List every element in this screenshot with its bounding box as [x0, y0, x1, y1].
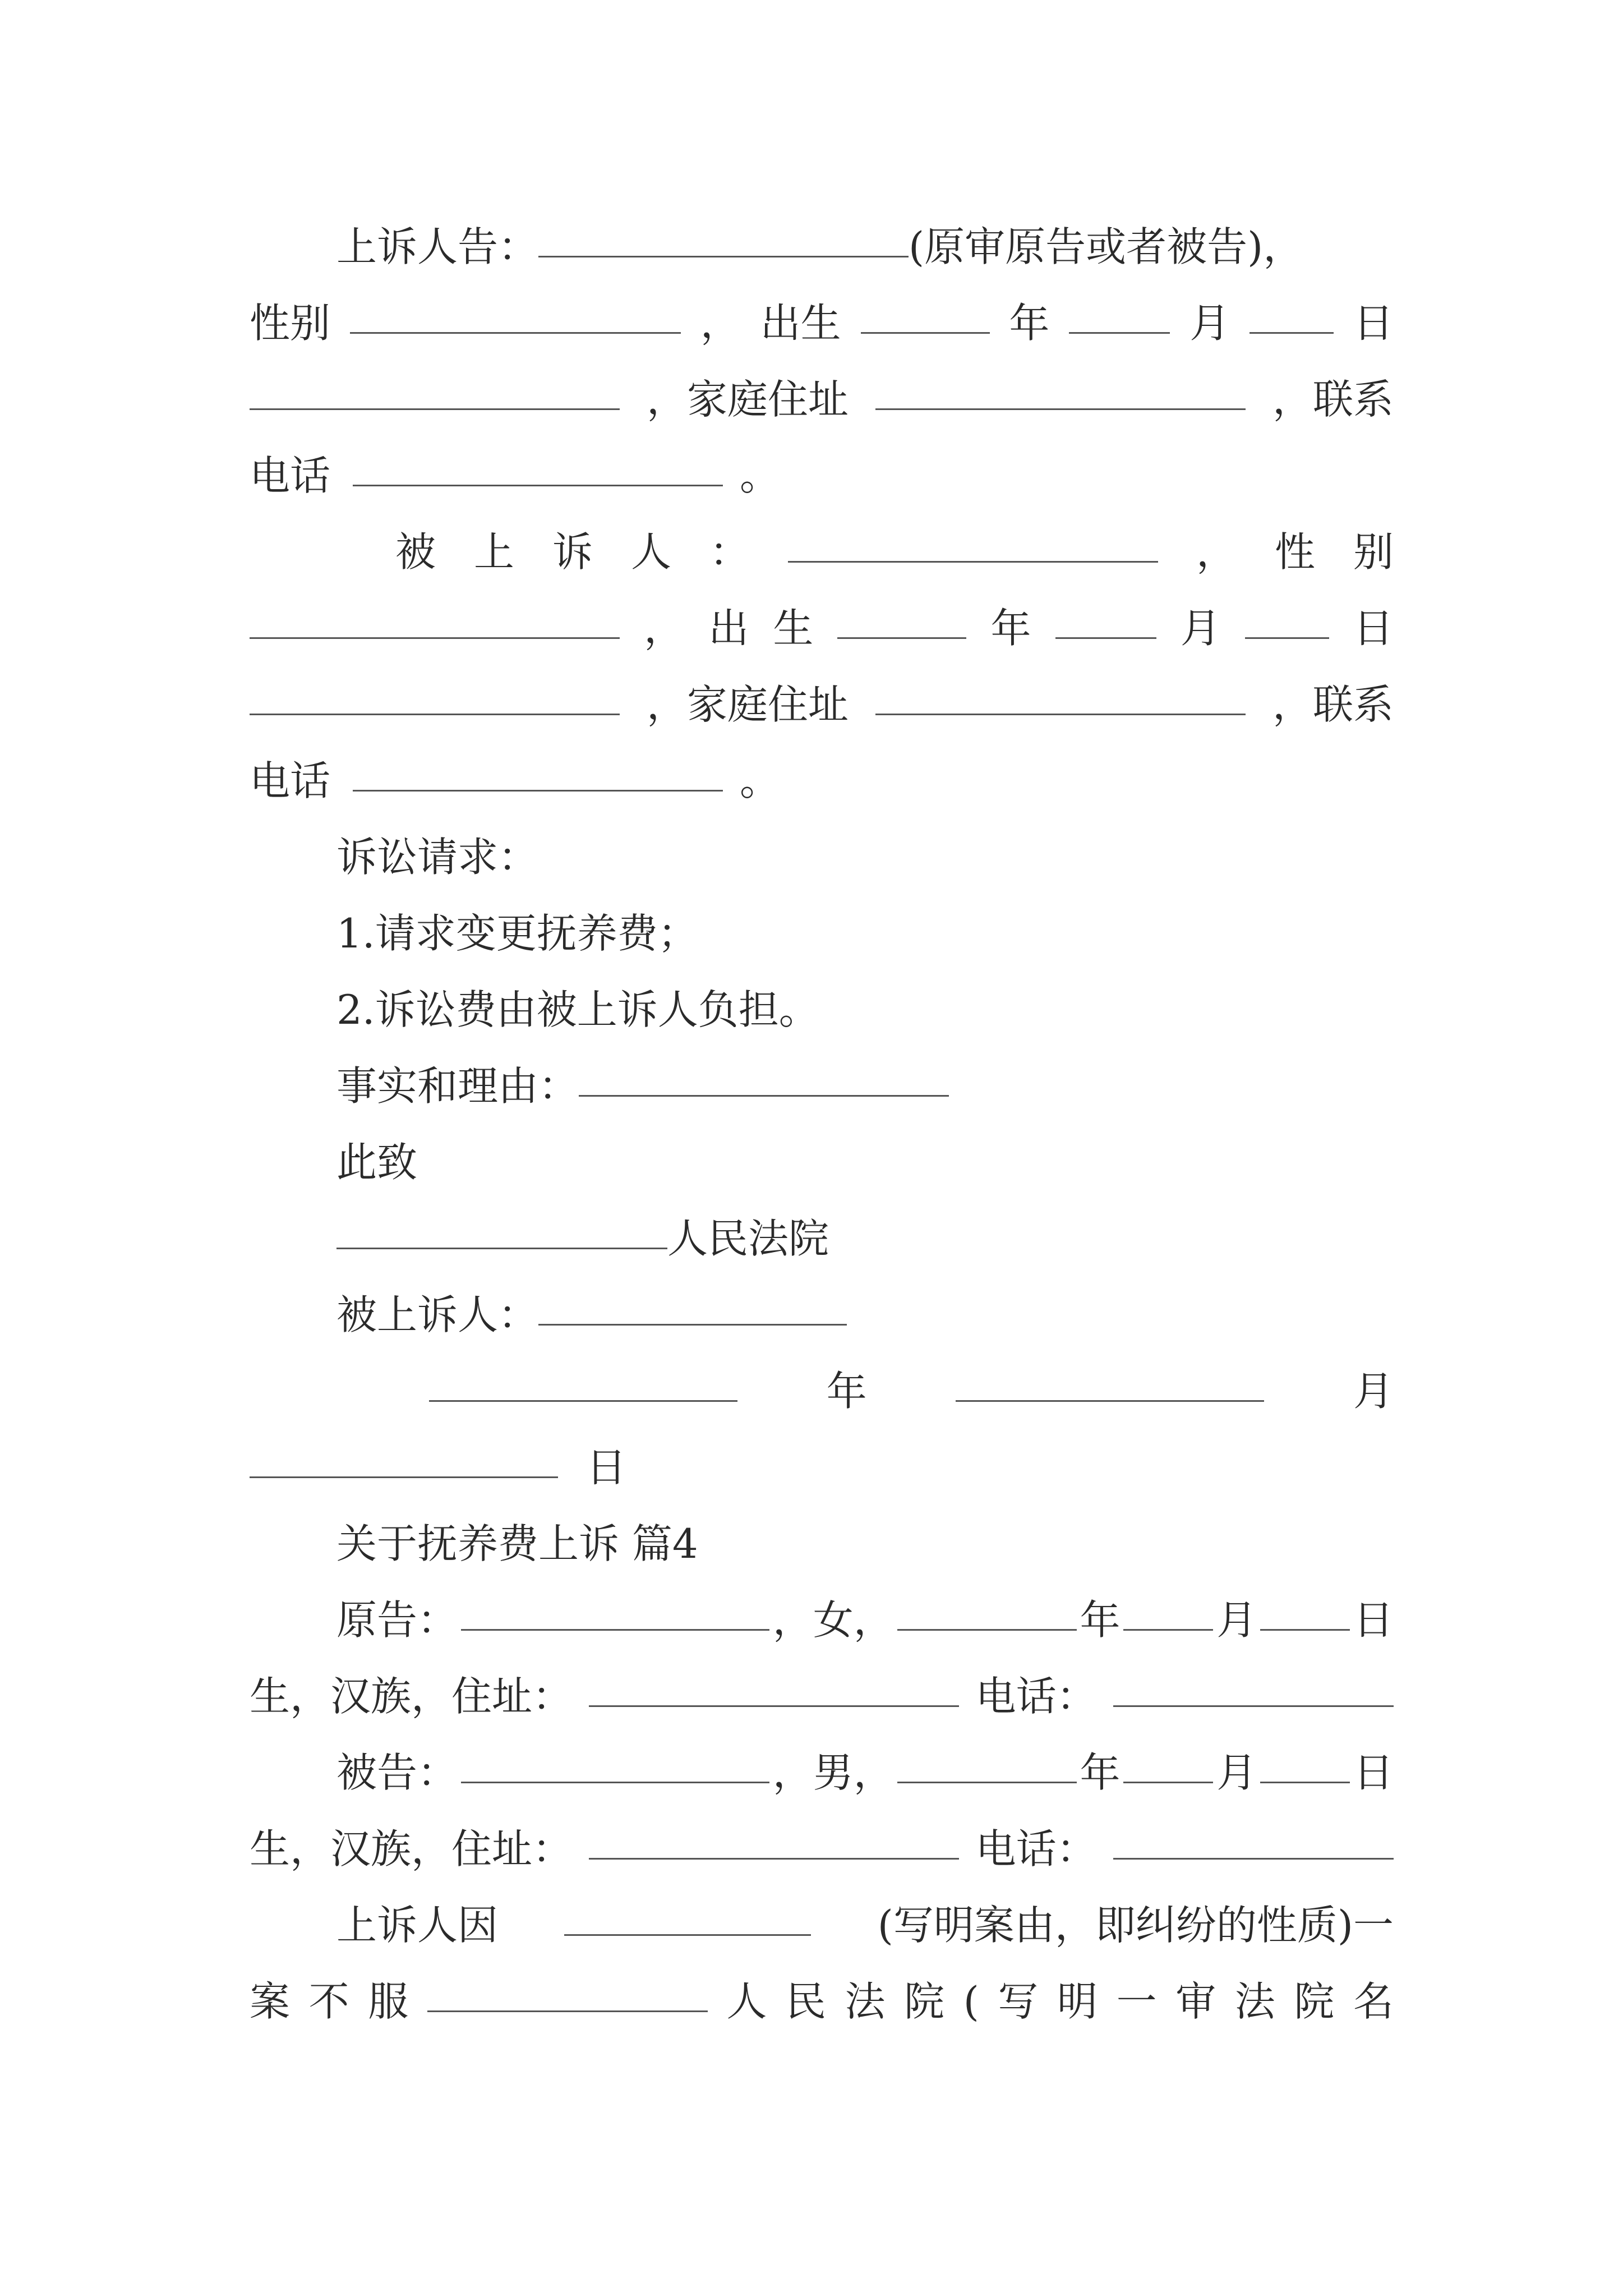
defendant-phone-blank[interactable]: [1113, 1818, 1394, 1860]
first-instance-court-blank[interactable]: [427, 1970, 708, 2012]
year-label: 年: [1080, 1596, 1121, 1644]
claims-heading: 诉讼请求：: [336, 834, 539, 881]
contact-label: ，联系: [1272, 376, 1394, 423]
phone-label: 电话：: [975, 1825, 1097, 1872]
defendant-line-1: [250, 1734, 1394, 1811]
defendant-address-label: 生，汉族，住址：: [250, 1825, 573, 1872]
appeal-reason-prefix: 上诉人因: [336, 1902, 499, 1949]
plaintiff-phone-blank[interactable]: [1113, 1665, 1394, 1707]
period: 。: [740, 757, 781, 804]
reason-char: 院: [1294, 1978, 1335, 2025]
birth-day-blank[interactable]: [1249, 292, 1334, 334]
year-label: 年: [1009, 300, 1050, 347]
reason-char: (: [963, 1978, 979, 2025]
reason-char: 名: [1353, 1978, 1394, 2025]
reason-char: 院: [904, 1978, 945, 2025]
reason-char: 服: [368, 1978, 409, 2025]
address-label: ，家庭住址: [646, 681, 849, 728]
month-label: 月: [1216, 1596, 1257, 1644]
reason-char: 法: [845, 1978, 886, 2025]
phone-label: 电话：: [975, 1673, 1097, 1720]
appellee-line-4: [250, 743, 1394, 819]
year-label: 年: [1080, 1749, 1121, 1796]
birth-label: 出生: [760, 300, 841, 347]
comma: ，: [700, 300, 741, 347]
day-label: 日: [586, 1444, 627, 1491]
court-name-blank[interactable]: [336, 1207, 667, 1249]
comma: ，: [644, 605, 685, 652]
appeal-reason-line-1: [250, 1887, 1394, 1963]
appellee-address-blank[interactable]: [875, 673, 1246, 715]
appellee-char: 诉: [552, 528, 593, 576]
phone-label: 电话: [250, 757, 331, 804]
day-label: 日: [1353, 300, 1394, 347]
date-month-blank[interactable]: [956, 1360, 1264, 1402]
appellee-year-blank[interactable]: [837, 597, 966, 639]
date-year-blank[interactable]: [429, 1360, 737, 1402]
reason-char: 不: [308, 1978, 349, 2025]
gender-char: 性: [1274, 528, 1315, 576]
reason-char: 审: [1175, 1978, 1216, 2025]
birth-year-blank[interactable]: [861, 292, 990, 334]
court-suffix: 人民法院: [667, 1215, 829, 1262]
appeal-reason-note: (写明案由，即纠纷的性质)一: [877, 1902, 1394, 1949]
birth-char: 生: [773, 605, 814, 652]
plaintiff-day-blank[interactable]: [1260, 1589, 1350, 1631]
claim-item-2: 2.诉讼费由被上诉人负担。: [336, 986, 819, 1033]
appellant-line-3: [250, 361, 1394, 438]
month-label: 月: [1216, 1749, 1257, 1796]
defendant-year-blank[interactable]: [897, 1741, 1077, 1783]
appellee-line-1: [395, 514, 1394, 590]
appellant-extra-blank[interactable]: [250, 368, 620, 410]
date-day-blank[interactable]: [250, 1436, 558, 1478]
defendant-name-blank[interactable]: [461, 1741, 769, 1783]
reason-char: 法: [1234, 1978, 1275, 2025]
month-label: 月: [1353, 1368, 1394, 1415]
appellant-line-2: [250, 285, 1394, 361]
appellant-name-blank[interactable]: [538, 215, 909, 257]
address-blank[interactable]: [875, 368, 1246, 410]
facts-label: 事实和理由：: [336, 1062, 579, 1110]
date-line: [429, 1353, 1394, 1429]
facts-line: [250, 1048, 1394, 1124]
reason-char: 一: [1116, 1978, 1157, 2025]
gender-label: 性别: [250, 300, 331, 347]
salutation: 此致: [336, 1139, 418, 1186]
day-label: 日: [1353, 1596, 1394, 1644]
appellee-gender-blank[interactable]: [250, 597, 620, 639]
plaintiff-name-blank[interactable]: [461, 1589, 769, 1631]
birth-char: 出: [708, 605, 749, 652]
appellee-extra-blank[interactable]: [250, 673, 620, 715]
phone-label: 电话: [250, 452, 331, 499]
appellee-day-blank[interactable]: [1245, 597, 1329, 639]
plaintiff-gender: ，女，: [772, 1596, 894, 1644]
plaintiff-line-1: [250, 1582, 1394, 1658]
year-label: 年: [990, 605, 1031, 652]
reason-char: 写: [998, 1978, 1039, 2025]
appellee-name-blank[interactable]: [788, 521, 1158, 563]
appellee-char: 被: [395, 528, 436, 576]
year-label: 年: [826, 1368, 867, 1415]
plaintiff-line-2: [250, 1658, 1394, 1734]
appellant-line-1: [250, 209, 1394, 285]
contact-label: ，联系: [1272, 681, 1394, 728]
appeal-reason-line-2: [250, 1963, 1394, 2040]
appellant-line-4: [250, 438, 1394, 514]
appellee-month-blank[interactable]: [1055, 597, 1156, 639]
facts-blank[interactable]: [579, 1055, 949, 1097]
plaintiff-address-label: 生，汉族，住址：: [250, 1673, 573, 1720]
day-label: 日: [1353, 1749, 1394, 1796]
section-title: 关于抚养费上诉 篇4: [336, 1520, 698, 1567]
plaintiff-month-blank[interactable]: [1123, 1589, 1213, 1631]
reason-char: 案: [250, 1978, 291, 2025]
address-label: ，家庭住址: [646, 376, 849, 423]
claim-item-1: 1.请求变更抚养费；: [336, 910, 698, 957]
appellant-label: 上诉人告：: [336, 223, 539, 270]
date-day-line: [250, 1429, 1394, 1506]
month-label: 月: [1189, 300, 1230, 347]
comma: ，: [1196, 528, 1237, 576]
defendant-label: 被告：: [336, 1749, 458, 1796]
gender-blank[interactable]: [350, 292, 681, 334]
appellee-line-3: [250, 666, 1394, 743]
appellee-char: 人: [631, 528, 672, 576]
reason-char: 人: [726, 1978, 767, 2025]
appellee-phone-blank[interactable]: [353, 749, 723, 792]
appellee-char: ：: [709, 528, 750, 576]
reason-char: 民: [785, 1978, 826, 2025]
defendant-address-blank[interactable]: [589, 1818, 959, 1860]
plaintiff-year-blank[interactable]: [897, 1589, 1077, 1631]
plaintiff-address-blank[interactable]: [589, 1665, 959, 1707]
defendant-line-2: [250, 1811, 1394, 1887]
gender-char: 别: [1353, 528, 1394, 576]
reason-char: 明: [1057, 1978, 1098, 2025]
defendant-day-blank[interactable]: [1260, 1741, 1350, 1783]
month-label: 月: [1180, 605, 1221, 652]
signer-line: [250, 1277, 1394, 1353]
court-line: [250, 1200, 1394, 1277]
period: 。: [740, 452, 781, 499]
appellee-line-2: [250, 590, 1394, 666]
appellant-role-note: (原审原告或者被告)，: [909, 223, 1304, 270]
day-label: 日: [1353, 605, 1394, 652]
phone-blank[interactable]: [353, 444, 723, 486]
defendant-month-blank[interactable]: [1123, 1741, 1213, 1783]
signer-blank[interactable]: [538, 1283, 847, 1326]
birth-month-blank[interactable]: [1069, 292, 1170, 334]
signer-label: 被上诉人：: [336, 1291, 539, 1338]
plaintiff-label: 原告：: [336, 1596, 458, 1644]
case-cause-blank[interactable]: [564, 1894, 811, 1936]
defendant-gender: ，男，: [772, 1749, 894, 1796]
appellee-char: 上: [474, 528, 515, 576]
